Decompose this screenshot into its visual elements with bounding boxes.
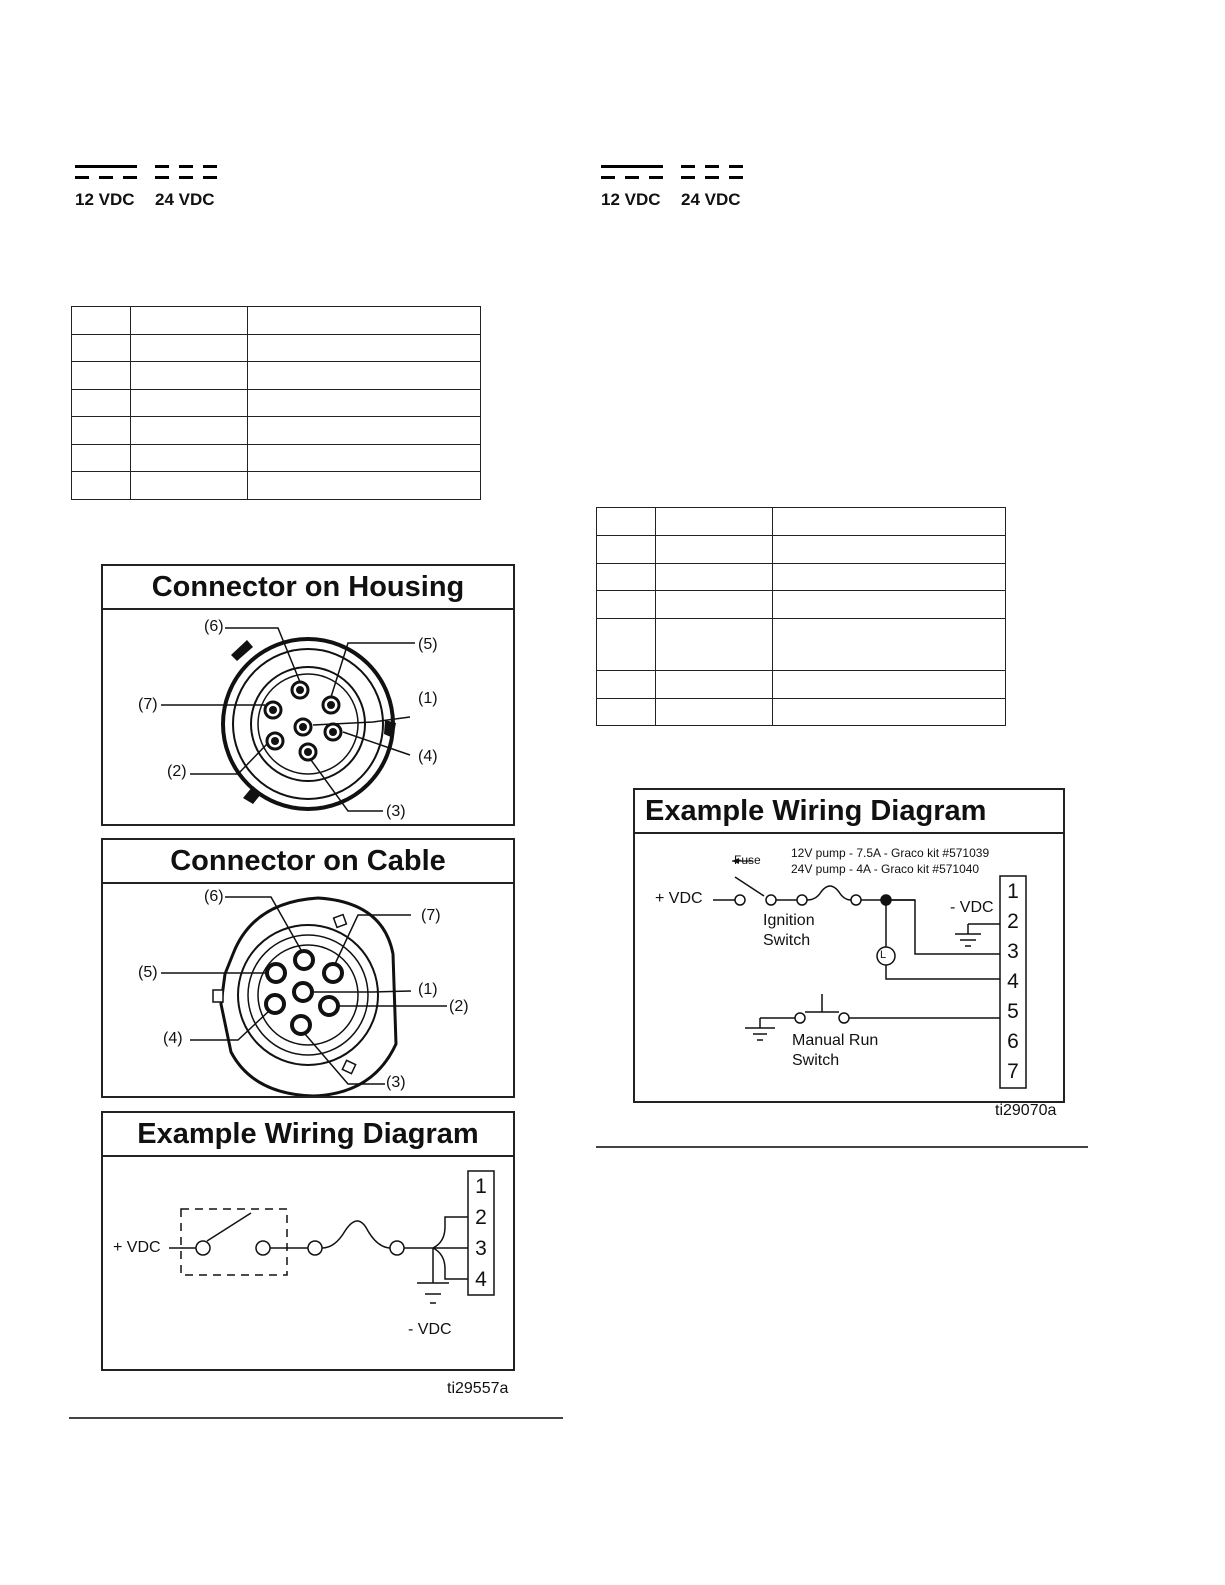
table-row: [597, 508, 1006, 536]
pin-label: (6): [204, 618, 224, 635]
pin-label: (3): [386, 803, 406, 820]
figure-title: Example Wiring Diagram: [103, 1113, 513, 1157]
pin-label: (7): [421, 907, 441, 924]
terminal-number: 3: [1007, 940, 1019, 963]
legend-label-12vdc: 12 VDC: [75, 190, 135, 209]
manual-run-label: Switch: [792, 1052, 840, 1069]
table-row: [597, 564, 1006, 591]
table-row: [597, 536, 1006, 564]
terminal-number: 7: [1007, 1060, 1019, 1083]
legend-label-12vdc: 12 VDC: [601, 190, 661, 209]
pin-label: (5): [138, 964, 158, 981]
pin-label: (1): [418, 981, 438, 998]
fuse-label: Fuse: [734, 853, 761, 867]
dashed-line-24vdc-bottom: [681, 176, 743, 179]
fuse-note-12v: 12V pump - 7.5A - Graco kit #571039: [791, 846, 990, 860]
housing-connector-drawing: [103, 610, 513, 824]
terminal-number: 6: [1007, 1030, 1019, 1053]
pin-label: (1): [418, 690, 438, 707]
table-row: [72, 335, 481, 362]
table-row: [72, 445, 481, 472]
terminal-strip-left: [468, 1171, 494, 1295]
figure-wiring-right: [633, 788, 1065, 1103]
lamp-label: L: [880, 949, 887, 961]
legend-label-24vdc: 24 VDC: [155, 190, 215, 209]
pin-label: (5): [418, 636, 438, 653]
figure-connector-cable: [101, 838, 515, 1098]
dashed-line-24vdc-bottom: [155, 176, 217, 179]
pin-label: (4): [418, 748, 438, 765]
table-row: [72, 472, 481, 500]
terminal-number: 3: [475, 1237, 487, 1260]
terminal-number: 5: [1007, 1000, 1019, 1023]
minus-vdc-label: - VDC: [408, 1321, 452, 1338]
solid-line-12vdc: [75, 165, 137, 168]
terminal-number: 2: [475, 1206, 487, 1229]
fuse-note-24v: 24V pump - 4A - Graco kit #571040: [791, 862, 980, 876]
manual-run-label: Manual Run: [792, 1032, 879, 1049]
figure-wiring-left: [101, 1111, 515, 1371]
terminal-number: 4: [475, 1268, 487, 1291]
pin-label: (7): [138, 696, 158, 713]
table-row: [72, 417, 481, 445]
terminal-strip-right: [1000, 877, 1026, 1087]
pin-table-left: [71, 306, 481, 500]
plus-vdc-label: + VDC: [655, 890, 703, 907]
ignition-label: Ignition: [763, 912, 815, 929]
dashed-line-12vdc: [75, 176, 137, 179]
table-row: [597, 591, 1006, 619]
figure-title: Connector on Housing: [103, 566, 513, 610]
pin-label: (3): [386, 1074, 406, 1091]
ignition-label: Switch: [763, 932, 811, 949]
section-rule-left: [69, 1417, 563, 1419]
pin-label: (6): [204, 888, 224, 905]
terminal-number: 4: [1007, 970, 1019, 993]
terminal-number: 1: [475, 1175, 487, 1198]
table-row: [72, 307, 481, 335]
figure-title: Example Wiring Diagram: [635, 790, 1063, 834]
dashed-line-24vdc-top: [681, 165, 743, 168]
pin-table-right: [596, 507, 1006, 726]
terminal-number: 2: [1007, 910, 1019, 933]
figure-title: Connector on Cable: [103, 840, 513, 884]
legend-label-24vdc: 24 VDC: [681, 190, 741, 209]
cable-connector-drawing: [103, 884, 513, 1096]
dashed-line-12vdc: [601, 176, 663, 179]
pin-label: (4): [163, 1030, 183, 1047]
table-row: [597, 699, 1006, 726]
figure-id: ti29070a: [995, 1102, 1057, 1119]
pin-label: (2): [449, 998, 469, 1015]
table-row: [72, 362, 481, 390]
pin-label: (2): [167, 763, 187, 780]
table-row: [597, 619, 1006, 671]
dashed-line-24vdc-top: [155, 165, 217, 168]
section-rule-right: [596, 1146, 1088, 1148]
solid-line-12vdc: [601, 165, 663, 168]
minus-vdc-label: - VDC: [950, 899, 994, 916]
table-row: [597, 671, 1006, 699]
figure-connector-housing: [101, 564, 515, 826]
terminal-number: 1: [1007, 880, 1019, 903]
table-row: [72, 390, 481, 417]
figure-id: ti29557a: [447, 1380, 509, 1397]
plus-vdc-label: + VDC: [113, 1239, 161, 1256]
